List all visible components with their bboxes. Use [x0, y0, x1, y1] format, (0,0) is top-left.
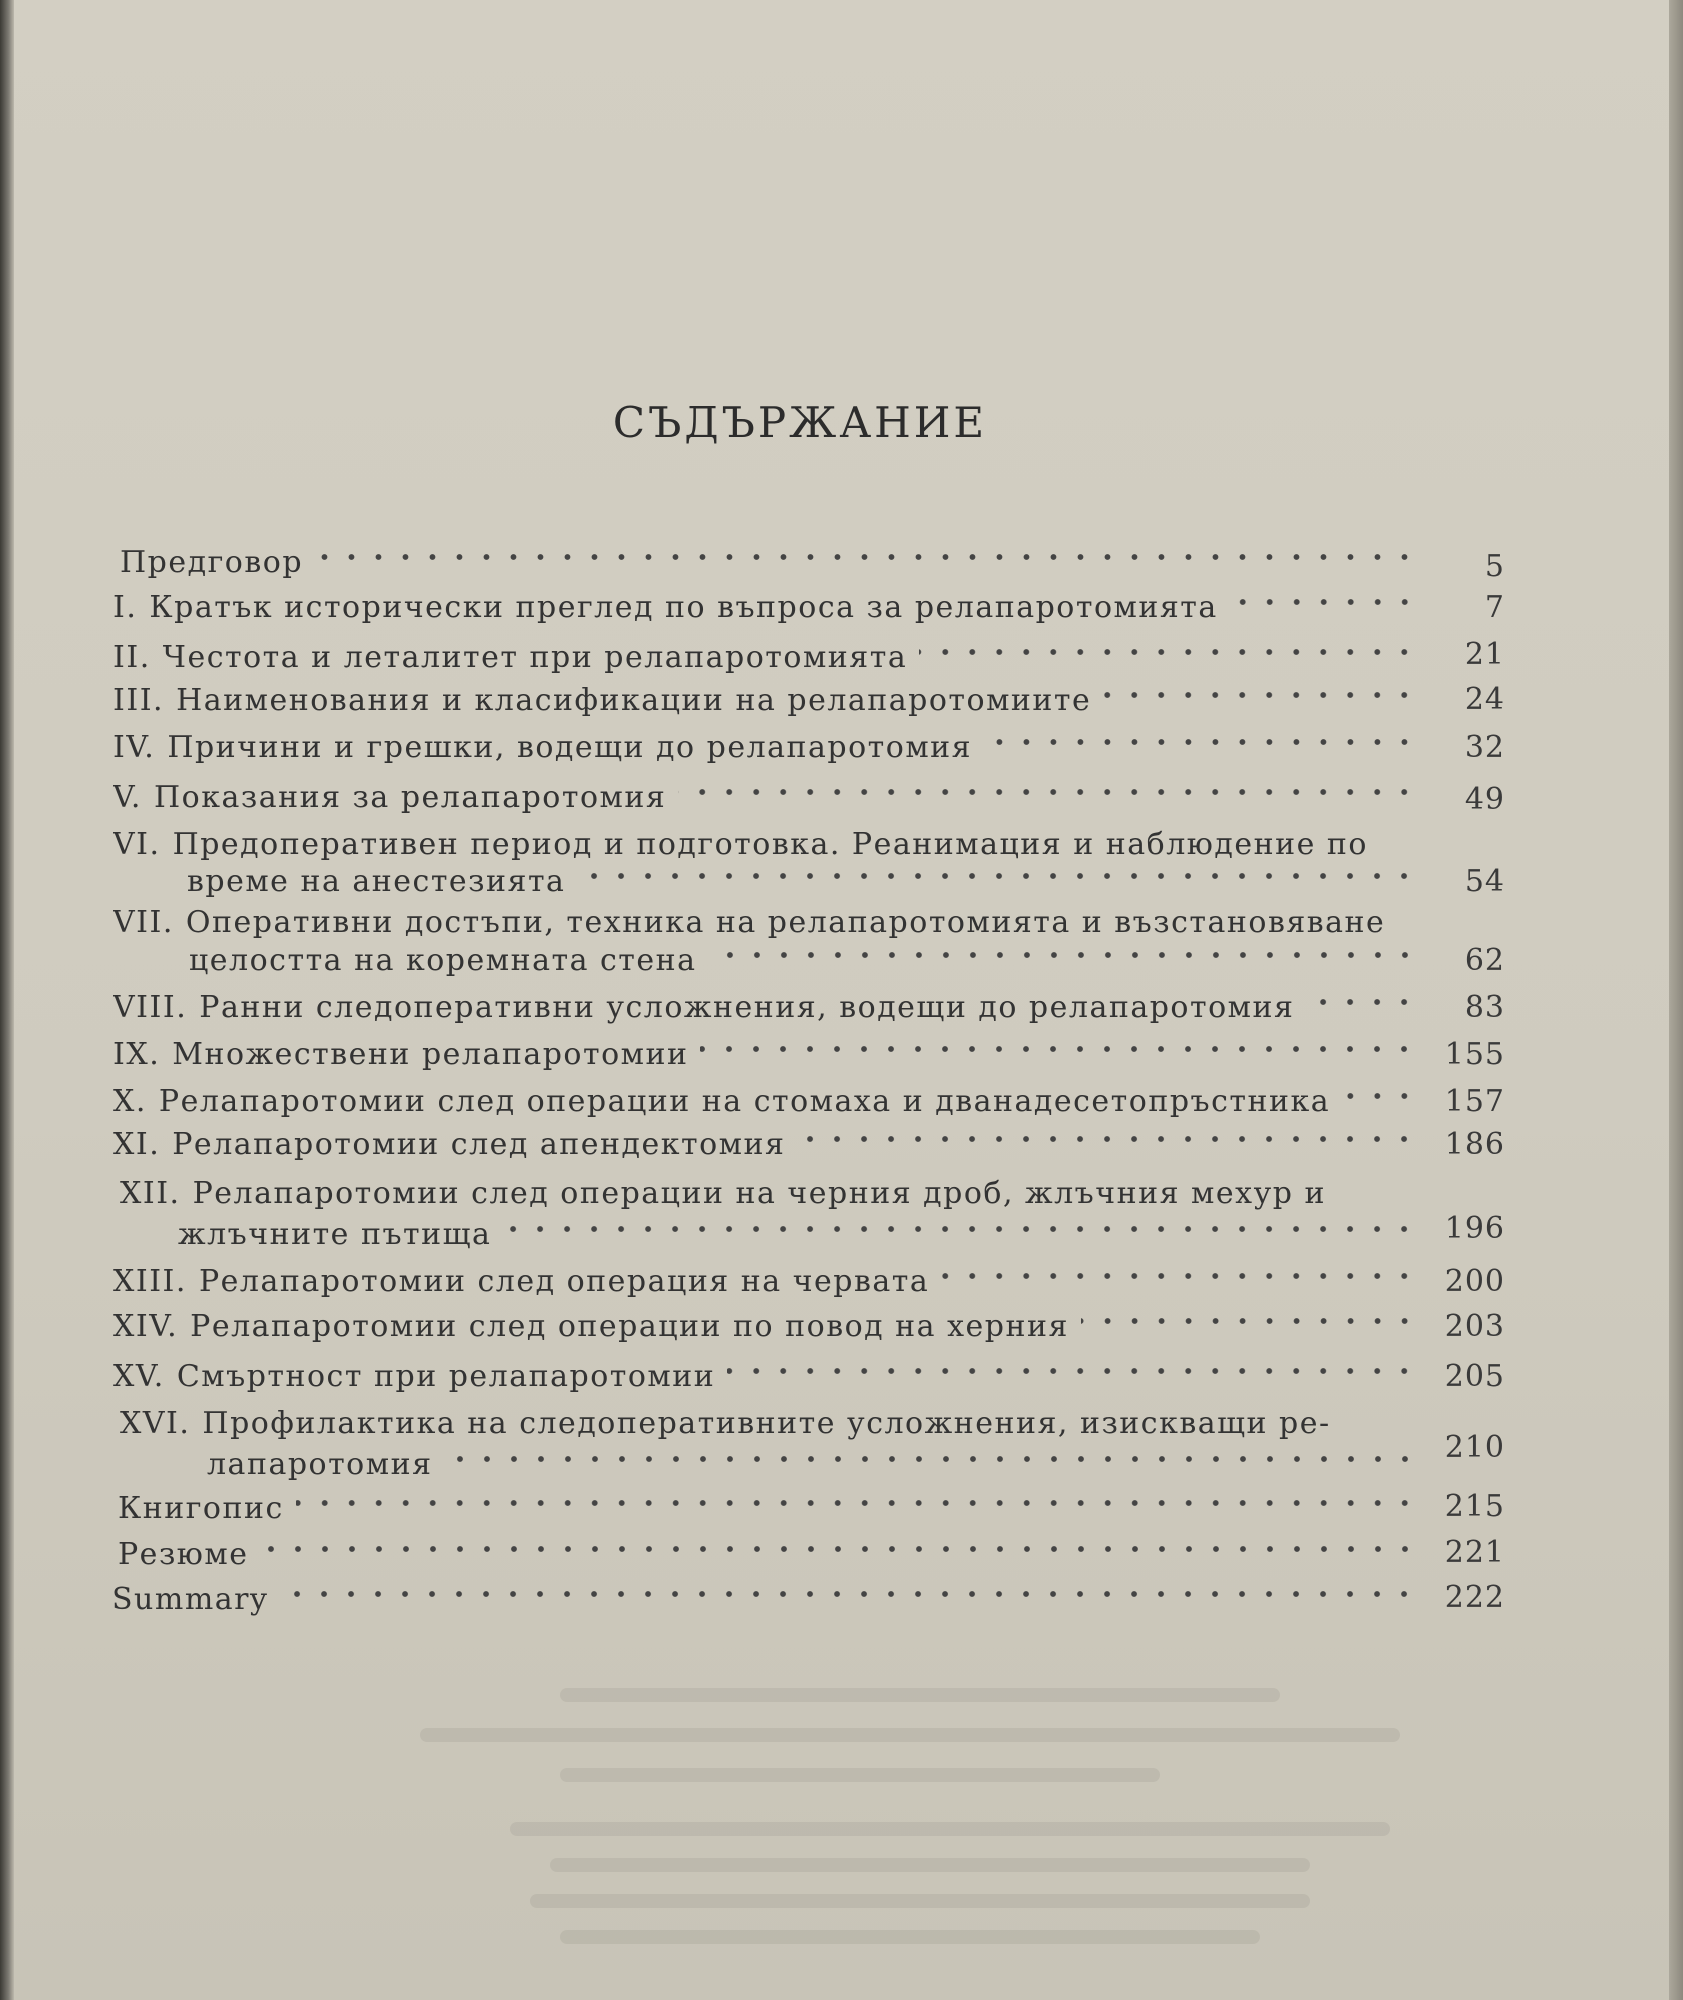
chapter-number: XI. — [113, 1127, 161, 1162]
toc-line[interactable] — [113, 1307, 1418, 1347]
page-number[interactable]: 221 — [1444, 1535, 1505, 1570]
chapter-title: Релапаротомии след операции по повод на херния — [190, 1309, 1069, 1344]
toc-line[interactable] — [113, 1357, 1418, 1397]
toc-line[interactable] — [189, 941, 1418, 981]
chapter-title: Предоперативен период и подготовка. Реанимация и наблюдение по — [172, 827, 1368, 862]
dot-leader — [919, 638, 1418, 678]
dot-leader — [678, 778, 1418, 818]
toc-line[interactable] — [120, 543, 1418, 583]
page-number[interactable]: 7 — [1484, 590, 1505, 625]
chapter-number: VIII. — [113, 990, 188, 1025]
page-number[interactable]: 62 — [1464, 943, 1505, 978]
chapter-number: III. — [113, 683, 165, 718]
chapter-title: Summary — [112, 1582, 269, 1617]
page-title: СЪДЪРЖАНИЕ — [612, 398, 988, 447]
chapter-number: IX. — [113, 1037, 161, 1072]
page-number[interactable]: 155 — [1444, 1037, 1505, 1072]
toc-line[interactable] — [113, 1125, 1418, 1165]
dot-leader — [941, 1262, 1418, 1302]
chapter-title: Множествени релапаротомии — [172, 1037, 689, 1072]
chapter-title: Релапаротомии след операции на стомаха и дванадесетопръстника — [158, 1084, 1331, 1119]
chapter-number: XV. — [113, 1359, 165, 1394]
chapter-title: Кратък исторически преглед по въпроса за релапаротомията — [149, 590, 1218, 625]
dot-leader — [280, 1580, 1418, 1620]
toc-line[interactable] — [120, 1404, 1420, 1444]
page-number[interactable]: 21 — [1464, 637, 1505, 672]
chapter-title: Релапаротомии след операция на червата — [198, 1264, 930, 1299]
chapter-title: Релапаротомии след апендектомия — [172, 1127, 786, 1162]
toc-line[interactable] — [118, 1489, 1418, 1529]
page-number[interactable]: 5 — [1484, 549, 1505, 584]
dot-leader — [445, 1445, 1418, 1485]
dot-leader — [1306, 988, 1418, 1028]
toc-line[interactable] — [113, 903, 1420, 943]
toc-line[interactable] — [120, 1174, 1420, 1214]
page-number[interactable]: 210 — [1444, 1430, 1505, 1465]
page-number[interactable]: 49 — [1464, 782, 1505, 817]
page-number[interactable]: 200 — [1444, 1264, 1505, 1299]
page-number[interactable]: 24 — [1464, 682, 1505, 717]
dot-leader — [261, 1535, 1418, 1575]
chapter-title: Причини и грешки, водещи до релапаротомия — [167, 730, 973, 765]
dot-leader — [1103, 681, 1418, 721]
page-number[interactable]: 205 — [1444, 1359, 1505, 1394]
chapter-number: XIV. — [113, 1309, 179, 1344]
toc-line[interactable] — [118, 1535, 1418, 1575]
chapter-title: Предговор — [120, 545, 304, 580]
page-number[interactable]: 32 — [1464, 730, 1505, 765]
chapter-title: Смъртност при релапаротомии — [176, 1359, 716, 1394]
chapter-title: Релапаротомии след операции на черния дроб, жлъчния мехур и — [192, 1176, 1326, 1211]
toc-line[interactable] — [207, 1445, 1418, 1485]
chapter-number: XIII. — [113, 1264, 187, 1299]
dot-leader — [1342, 1082, 1418, 1122]
page-number[interactable]: 157 — [1444, 1084, 1505, 1119]
chapter-title: жлъчните пътища — [178, 1217, 492, 1252]
dot-leader — [797, 1125, 1418, 1165]
toc-line[interactable] — [187, 862, 1418, 902]
chapter-number: II. — [113, 640, 151, 675]
dot-leader — [984, 728, 1418, 768]
chapter-title: целостта на коремната стена — [189, 943, 697, 978]
chapter-number: XII. — [120, 1176, 181, 1211]
toc-line[interactable] — [113, 1082, 1418, 1122]
chapter-title: Показания за релапаротомия — [153, 780, 667, 815]
chapter-title: Наименования и класификации на релапаротомиите — [176, 683, 1092, 718]
chapter-title: лапаротомия — [207, 1447, 433, 1482]
dot-leader — [700, 1035, 1418, 1075]
chapter-title: Резюме — [118, 1537, 249, 1572]
toc-line[interactable] — [113, 825, 1420, 865]
toc-line[interactable] — [113, 588, 1418, 628]
dot-leader — [1081, 1307, 1418, 1347]
toc-line[interactable] — [113, 988, 1418, 1028]
chapter-title: Профилактика на следоперативните усложнения, изискващи ре- — [202, 1406, 1331, 1441]
dot-leader — [577, 862, 1418, 902]
book-binding-edge — [0, 0, 14, 2000]
toc-line[interactable] — [113, 638, 1418, 678]
chapter-number: IV. — [113, 730, 156, 765]
dot-leader — [315, 543, 1418, 583]
dot-leader — [503, 1215, 1418, 1255]
page-number[interactable]: 203 — [1444, 1309, 1505, 1344]
toc-line[interactable] — [112, 1580, 1418, 1620]
chapter-number: VI. — [113, 827, 161, 862]
chapter-title: Книгопис — [118, 1491, 284, 1526]
chapter-title: време на анестезията — [187, 864, 566, 899]
dot-leader — [709, 941, 1418, 981]
dot-leader — [1230, 588, 1418, 628]
page-number[interactable]: 83 — [1464, 990, 1505, 1025]
chapter-number: X. — [113, 1084, 147, 1119]
toc-line[interactable] — [113, 1035, 1418, 1075]
page-number[interactable]: 196 — [1444, 1211, 1505, 1246]
chapter-number: V. — [113, 780, 142, 815]
dot-leader — [296, 1489, 1418, 1529]
toc-line[interactable] — [113, 1262, 1418, 1302]
toc-line[interactable] — [113, 728, 1418, 768]
next-page-edge — [1669, 0, 1683, 2000]
chapter-title: Оперативни достъпи, техника на релапаротомията и възстановяване — [185, 905, 1386, 940]
page-number[interactable]: 54 — [1464, 864, 1505, 899]
toc-line[interactable] — [178, 1215, 1418, 1255]
page-number[interactable]: 186 — [1444, 1127, 1505, 1162]
toc-line[interactable] — [113, 681, 1418, 721]
chapter-title: Ранни следоперативни усложнения, водещи до релапаротомия — [199, 990, 1295, 1025]
toc-line[interactable] — [113, 778, 1418, 818]
chapter-title: Честота и леталитет при релапаротомията — [162, 640, 908, 675]
chapter-number: XVI. — [120, 1406, 191, 1441]
page-number[interactable]: 215 — [1444, 1489, 1505, 1524]
dot-leader — [727, 1357, 1418, 1397]
chapter-number: VII. — [113, 905, 174, 940]
page-number[interactable]: 222 — [1444, 1580, 1505, 1615]
chapter-number: I. — [113, 590, 138, 625]
